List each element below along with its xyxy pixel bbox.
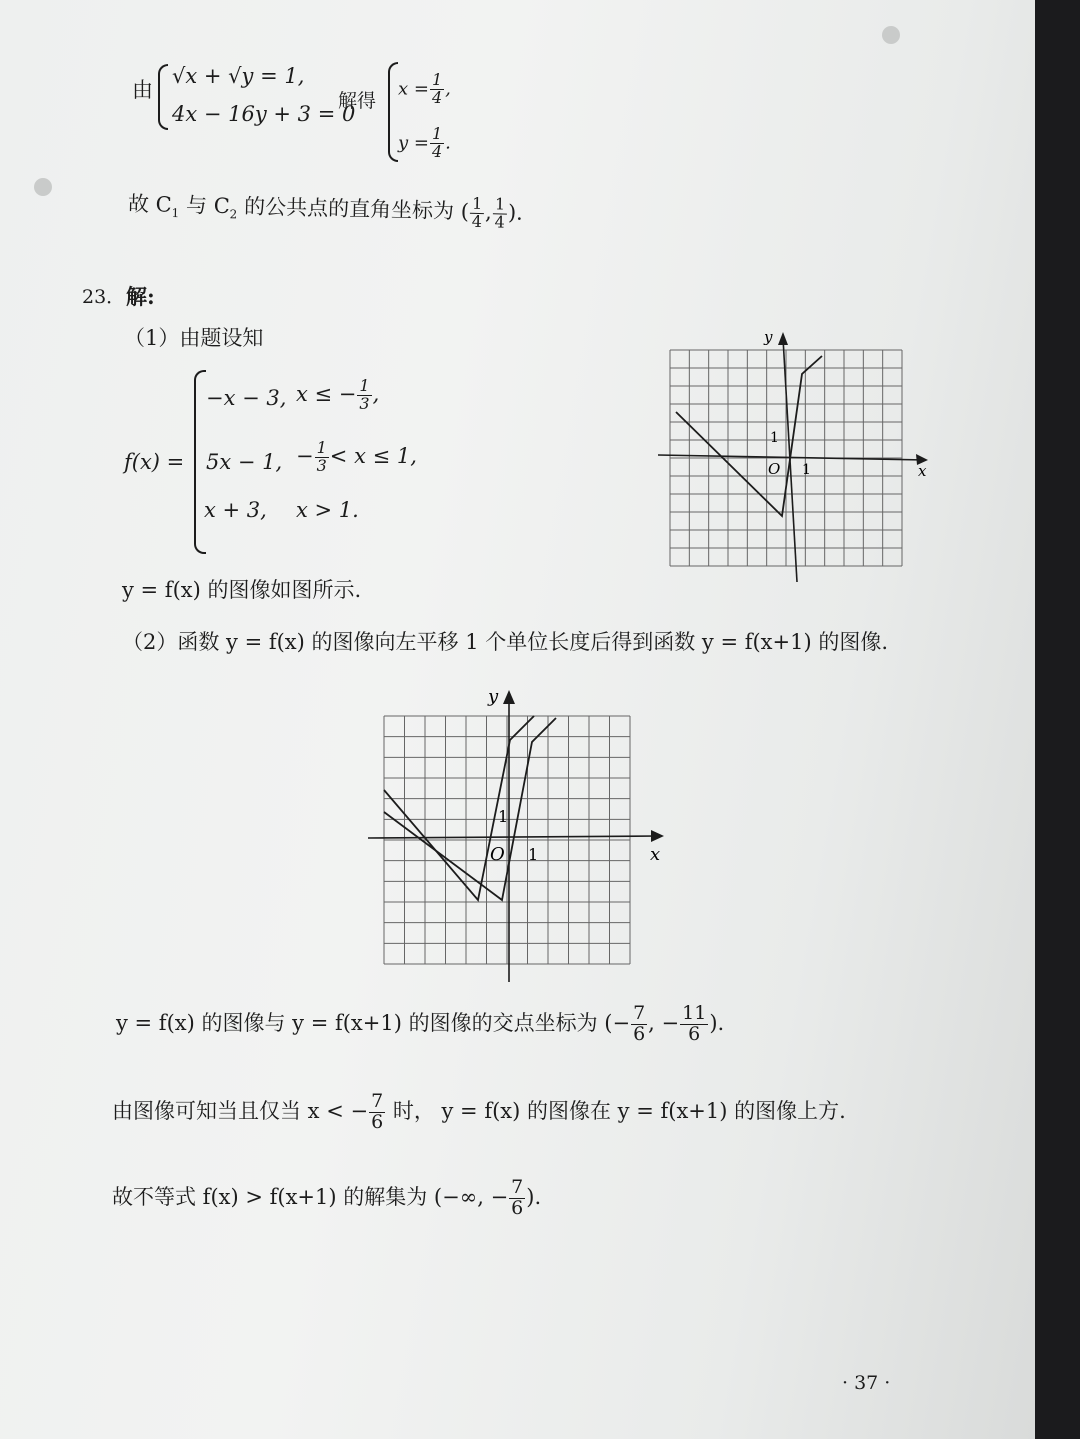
system-eq-2: 4x − 16y + 3 = 0 — [172, 102, 356, 126]
system-brace — [158, 64, 168, 130]
system-eq-1: √x + √y = 1, — [172, 64, 305, 88]
y-axis-label: y — [488, 686, 499, 707]
origin-label: O — [768, 460, 781, 478]
unit-x-label: 1 — [802, 462, 811, 478]
y-axis-arrow — [778, 332, 788, 345]
binder-hole — [882, 26, 900, 44]
piecewise-brace — [194, 370, 206, 554]
x-axis-label: x — [650, 844, 661, 865]
intersection-line: y = f(x) 的图像与 y = f(x+1) 的图像的交点坐标为 (− $\frac{7}{6}$ , − $\frac{11}{6}$ ). — [116, 1002, 725, 1045]
case3-cond: x > 1. — [296, 498, 359, 522]
you-text: 由 — [132, 78, 153, 102]
jie-label: 解: — [126, 284, 155, 309]
graph-2 — [366, 682, 672, 988]
case3-expr: x + 3, — [204, 498, 267, 522]
part2-intro: （2）函数 y = f(x) 的图像向左平移 1 个单位长度后得到函数 y = f(x+1) 的图像. — [122, 630, 889, 654]
case1-expr: −x − 3, — [206, 386, 287, 410]
solution-line: 故不等式 f(x) > f(x+1) 的解集为 (−∞, − $\frac{7}{6}$ ). — [112, 1176, 542, 1219]
case1-cond: x ≤ − $\frac{1}{3}$ , — [296, 376, 380, 413]
solution-x: x = $\frac{1}{4}$ , — [398, 70, 451, 107]
binder-edge — [1035, 0, 1080, 1439]
fx-label: f(x) = — [124, 450, 185, 474]
unit-y-label: 1 — [770, 430, 779, 446]
solution-brace — [388, 62, 398, 162]
unit-x-label: 1 — [528, 845, 539, 864]
case2-cond: − $\frac{1}{3}$ < x ≤ 1, — [296, 438, 417, 475]
x-axis-label: x — [918, 462, 927, 480]
above-line: 由图像可知当且仅当 x < − $\frac{7}{6}$ 时， y = f(x) 的图像在 y = f(x+1) 的图像上方. — [112, 1090, 846, 1133]
graph-note: y = f(x) 的图像如图所示. — [122, 578, 362, 602]
problem-number: 23． — [82, 286, 126, 308]
y-axis-label: y — [764, 328, 773, 346]
common-point-conclusion: 故 $C_1$ 与 $C_2$ 的公共点的直角坐标为 ( $\frac{1}{4}$ , $\frac{1}{4}$ ). — [127, 191, 524, 232]
fx-curve — [676, 356, 822, 516]
fx-curve — [384, 718, 556, 900]
part1-intro: （1）由题设知 — [124, 326, 264, 350]
origin-label: O — [490, 844, 505, 865]
fx-plus-1-curve — [384, 716, 534, 900]
x-axis-arrow — [651, 830, 664, 842]
graph-1 — [656, 326, 938, 588]
jiede-text: 解得 — [338, 90, 377, 112]
y-axis-arrow — [503, 690, 515, 704]
unit-y-label: 1 — [498, 807, 509, 826]
solution-y: y = $\frac{1}{4}$ . — [398, 124, 451, 161]
binder-hole — [34, 178, 52, 196]
page-number: · 37 · — [842, 1372, 891, 1394]
case2-expr: 5x − 1, — [206, 450, 283, 474]
